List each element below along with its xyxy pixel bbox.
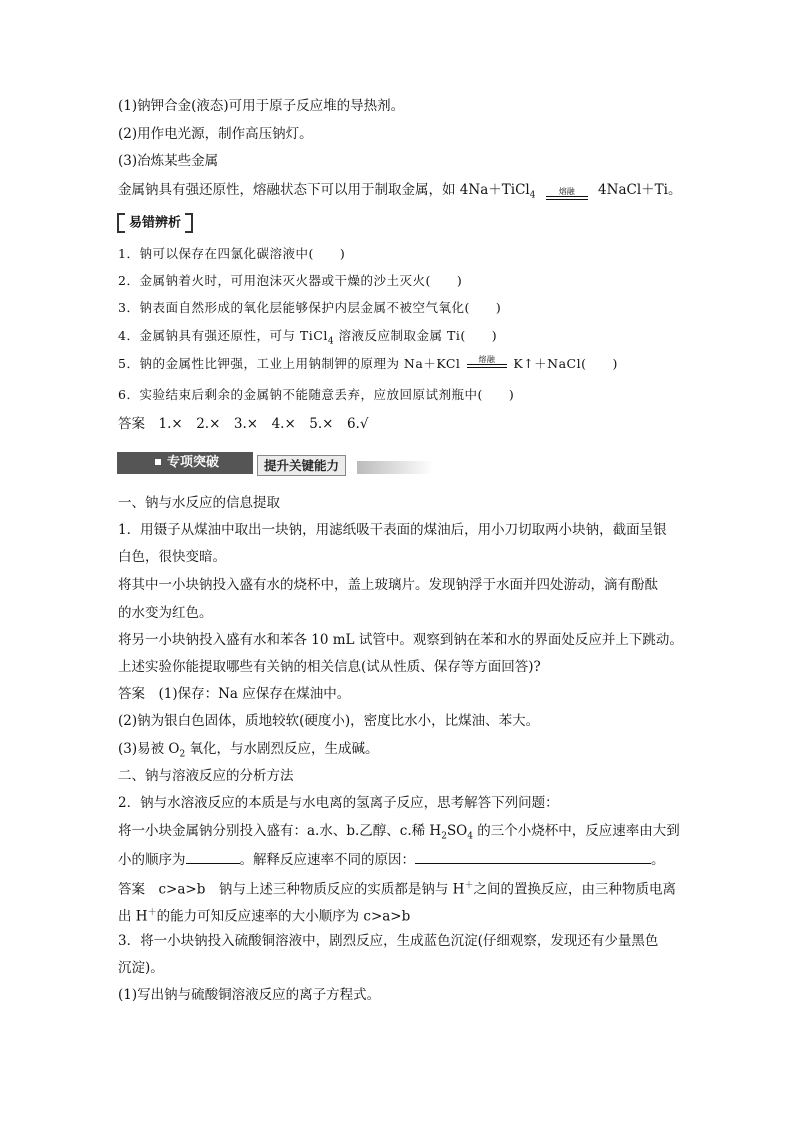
error-item-1: 1．钠可以保存在四氯化碳溶液中( ) — [118, 246, 346, 261]
banner-dark-block — [117, 452, 253, 474]
right-bracket-icon — [185, 213, 193, 233]
a1-line-1: 答案 (1)保存：Na 应保存在煤油中。 — [118, 686, 351, 702]
q1-line-6: 上述实验你能提取哪些有关钠的相关信息(试从性质、保存等方面回答)? — [118, 659, 541, 675]
banner-right-label: 提升关键能力 — [257, 455, 346, 476]
q2-line-3-mid: 。解释反应速率不同的原因： — [239, 852, 415, 868]
a2-line-2 — [118, 903, 410, 927]
q2-line-1: 2．钠与水溶液反应的本质是与水电离的氢离子反应，思考解答下列问题： — [118, 795, 559, 811]
item-4-subscript: 4 — [327, 336, 335, 347]
section-banner — [117, 452, 433, 474]
fused-condition-arrow — [546, 187, 588, 206]
banner-left-label: 专项突破 — [167, 455, 220, 470]
a2-superscript-1: ＋ — [464, 881, 474, 891]
error-item-3: 3．钠表面自然形成的氧化层能够保护内层金属不被空气氧化( ) — [118, 300, 502, 315]
error-analysis-badge — [117, 213, 193, 233]
item-4-text: 4．金属钠具有强还原性，可与 TiCl — [118, 328, 328, 343]
q3-line-1: 3．将一小块钠投入硫酸铜溶液中，剧烈反应，生成蓝色沉淀(仔细观察，发现还有少量黑色 — [118, 933, 659, 949]
item-5-text: 5．钠的金属性比钾强，工业上用钠制钾的原理为 Na＋KCl — [118, 356, 461, 371]
q3-line-3: (1)写出钠与硫酸铜溶液反应的离子方程式。 — [118, 987, 381, 1003]
double-bar — [546, 196, 588, 200]
a2-line-1-text: 答案 c>a>b 钠与上述三种物质反应的实质都是钠与 H — [118, 881, 465, 898]
condition-label-2: 熔融 — [478, 355, 496, 364]
a1-line-3-text: (3)易被 O — [118, 741, 180, 757]
q2-line-2-mid: SO — [446, 823, 468, 839]
q2-subscript-2: 4 — [467, 831, 473, 842]
q1-line-1: 1．用镊子从煤油中取出一块钠，用滤纸吸干表面的煤油后，用小刀切取两小块钠，截面呈银 — [118, 522, 667, 538]
left-bracket-icon — [117, 213, 125, 233]
reason-answer-blank[interactable] — [415, 849, 651, 864]
double-bar-2 — [467, 364, 507, 368]
error-item-2: 2．金属钠着火时，可用泡沫灭火器或干燥的沙土灭火( ) — [118, 273, 463, 288]
use-4-subscript: 4 — [529, 190, 536, 201]
use-4-text: 金属钠具有强还原性，熔融状态下可以用于制取金属，如 4Na＋TiCl — [118, 182, 530, 198]
use-4-products: 4NaCl＋Ti。 — [598, 182, 682, 198]
order-answer-blank[interactable] — [186, 849, 240, 864]
banner-fade-decoration — [357, 461, 433, 474]
a2-line-2-tail: 的能力可知反应速率的大小顺序为 c>a>b — [156, 908, 411, 925]
error-item-4 — [118, 326, 497, 352]
item-5-tail: K↑＋NaCl( ) — [513, 356, 618, 371]
a1-line-3 — [118, 739, 379, 765]
error-item-6: 6．实验结束后剩余的金属钠不能随意丢弃，应放回原试剂瓶中( ) — [118, 387, 515, 402]
a2-superscript-2: ＋ — [147, 908, 157, 918]
use-4-equation — [118, 180, 681, 206]
q1-line-3: 将其中一小块钠投入盛有水的烧杯中，盖上玻璃片。发现钠浮于水面并四处游动，滴有酚酞 — [118, 577, 658, 593]
q1-line-4: 的水变为红色。 — [118, 605, 213, 621]
part2-heading: 二、钠与溶液反应的分析方法 — [118, 768, 294, 784]
q2-line-3-end: 。 — [651, 852, 665, 868]
a2-line-1-tail: 之间的置换反应，由三种物质电离 — [473, 881, 676, 898]
use-2: (2)用作电光源，制作高压钠灯。 — [118, 126, 313, 142]
item-4-tail: 溶液反应制取金属 Ti( ) — [334, 328, 498, 343]
use-3: (3)冶炼某些金属 — [118, 153, 219, 169]
a1-line-2: (2)钠为银白色固体，质地较软(硬度小)，密度比水小，比煤油、苯大。 — [118, 713, 540, 729]
q2-line-3 — [118, 849, 665, 870]
a1-subscript: 2 — [179, 749, 186, 760]
part1-heading: 一、钠与水反应的信息提取 — [118, 495, 280, 511]
q1-line-2: 白色，很快变暗。 — [118, 549, 226, 565]
q2-line-2-tail: 的三个小烧杯中，反应速率由大到 — [473, 823, 680, 839]
condition-label: 熔融 — [558, 186, 575, 196]
badge-title: 易错辨析 — [129, 215, 182, 231]
q3-line-2: 沉淀)。 — [118, 960, 164, 976]
q2-subscript-1: 2 — [441, 831, 447, 842]
error-item-5 — [118, 354, 618, 374]
q2-line-2 — [118, 821, 680, 847]
q2-line-3-text: 小的顺序为 — [118, 852, 186, 868]
fused-condition-arrow-2 — [467, 355, 507, 374]
use-1: (1)钠钾合金(液态)可用于原子反应堆的导热剂。 — [118, 98, 405, 114]
q1-line-5: 将另一小块钠投入盛有水和苯各 10 mL 试管中。观察到钠在苯和水的界面处反应并上下跳动。 — [118, 632, 683, 648]
error-answer: 答案 1.× 2.× 3.× 4.× 5.× 6.√ — [118, 416, 369, 432]
a1-line-3-tail: 氧化，与水剧烈反应，生成碱。 — [185, 741, 379, 757]
q2-line-2-text: 将一小块金属钠分别投入盛有：a.水、b.乙醇、c.稀 H — [118, 823, 442, 839]
a2-line-2-text: 出 H — [118, 908, 148, 925]
square-icon — [155, 459, 161, 465]
a2-line-1 — [118, 876, 676, 900]
